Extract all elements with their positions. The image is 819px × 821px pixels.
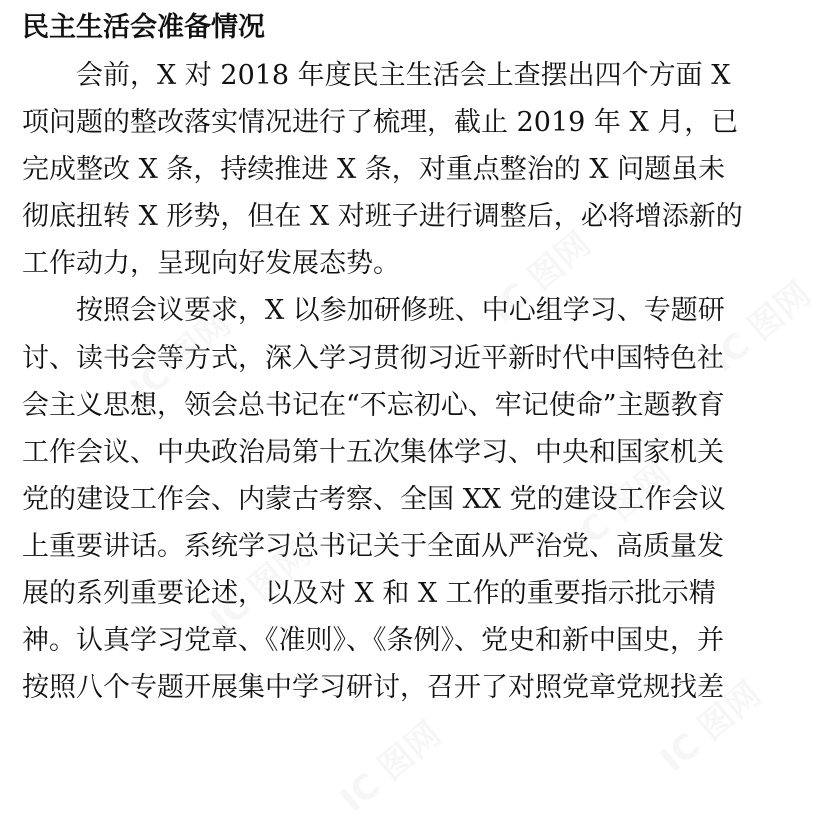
text-line: 讨、读书会等方式，深入学习贯彻习近平新时代中国特色社 xyxy=(22,342,724,374)
watermark-text: IC 图网 xyxy=(703,274,819,381)
text-line: 彻底扭转 X 形势，但在 X 对班子进行调整后，必将增添新的 xyxy=(22,201,743,233)
watermark-text: IC 图网 xyxy=(653,674,769,781)
text-line: 工作动力，呈现向好发展态势。 xyxy=(22,248,400,280)
text-line: 会主义思想，领会总书记在“不忘初心、牢记使命”主题教育 xyxy=(22,389,725,421)
text-line: 上重要讲话。系统学习总书记关于全面从严治党、高质量发 xyxy=(22,530,724,562)
watermark-text: IC 图网 xyxy=(333,714,449,821)
document-body xyxy=(22,52,782,711)
text-line: 完成整改 X 条，持续推进 X 条，对重点整治的 X 问题虽未 xyxy=(22,154,726,186)
watermark-text: IC 图网 xyxy=(123,304,239,411)
text-line: 展的系列重要论述，以及对 X 和 X 工作的重要指示批示精 xyxy=(22,578,716,610)
watermark-text: IC 图网 xyxy=(563,454,679,561)
watermark-text: IC 图网 xyxy=(203,534,319,641)
watermark-text: IC 图网 xyxy=(483,224,599,331)
section-title: 民主生活会准备情况 xyxy=(22,12,265,43)
text-line: 会前，X 对 2018 年度民主生活会上查摆出四个方面 X xyxy=(76,60,731,91)
text-line: 党的建设工作会、内蒙古考察、全国 XX 党的建设工作会议 xyxy=(22,483,726,515)
text-line: 按照八个专题开展集中学习研讨，召开了对照党章党规找差 xyxy=(22,672,724,704)
text-line: 项问题的整改落实情况进行了梳理，截止 2019 年 X 月，已 xyxy=(22,107,739,139)
text-line: 工作会议、中央政治局第十五次集体学习、中央和国家机关 xyxy=(22,436,724,468)
text-line: 按照会议要求，X 以参加研修班、中心组学习、专题研 xyxy=(76,295,725,327)
text-line: 神。认真学习党章、《准则》、《条例》、党史和新中国史，并 xyxy=(22,625,724,657)
